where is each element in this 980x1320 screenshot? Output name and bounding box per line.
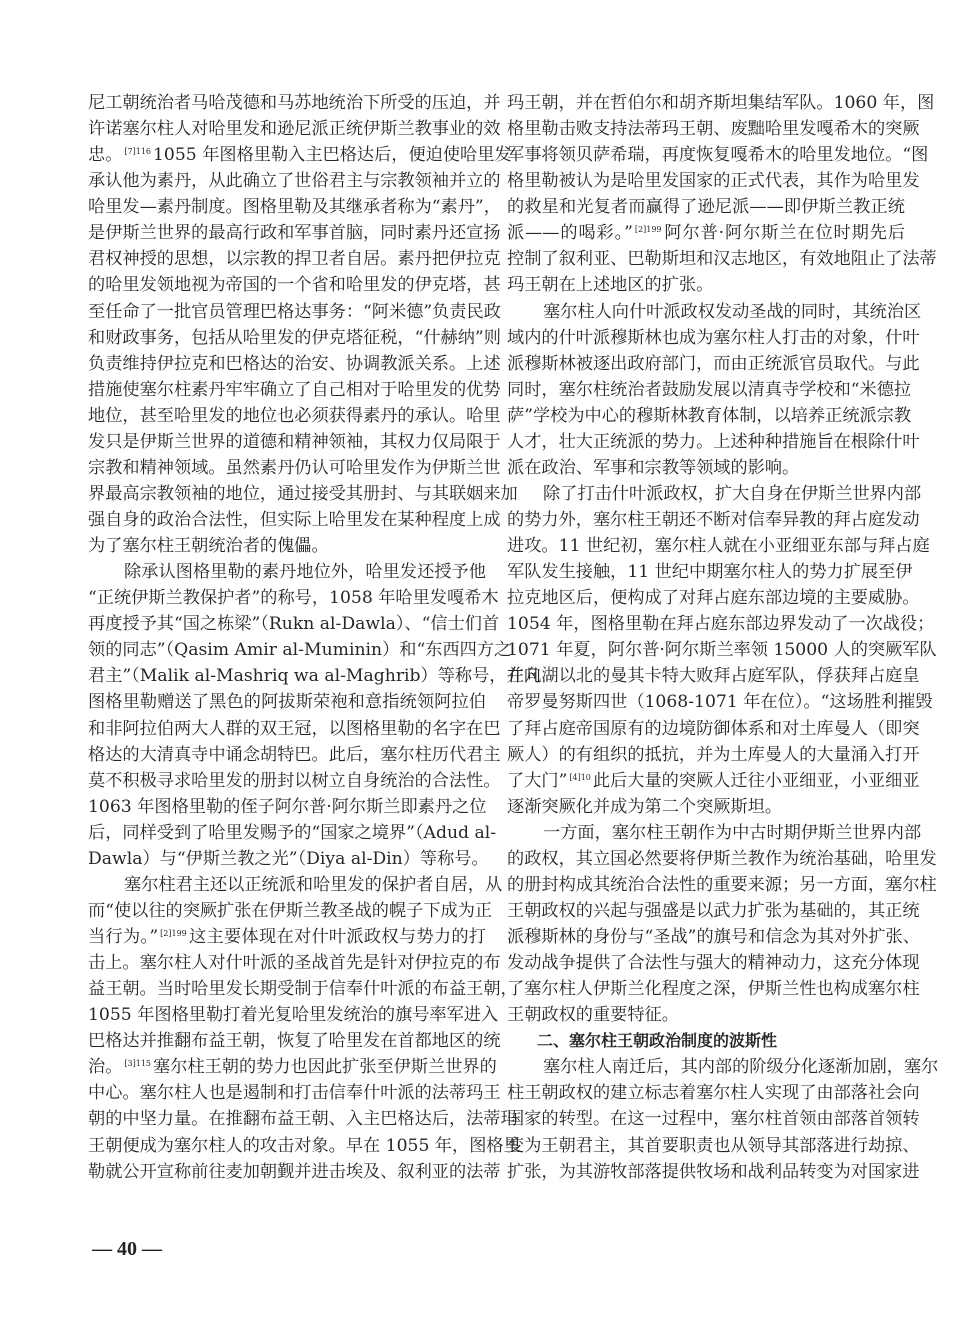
text-line [88,794,486,820]
line-text: 了大门” [507,770,568,791]
text-line [507,377,912,403]
line-text: 图格里勒赠送了黑色的阿拔斯荣袍和意指统领阿拉伯 [88,692,486,713]
line-text: 格里勒被认为是哈里发国家的正式代表，其作为哈里发 [507,171,920,192]
text-line [88,846,489,872]
line-text: 在凡湖以北的曼其卡特大败拜占庭军队，俘获拜占庭皇 [507,666,920,687]
text-line [507,246,937,272]
text-line [507,820,922,846]
text-line [88,142,512,168]
line-text: 王朝政权的重要特征。 [507,1005,679,1026]
line-text: 后，同样受到了哈里发赐予的“国家之境界”（Adud al- [88,822,497,843]
text-line [88,299,501,325]
line-text: 发动战争提供了合法性与强大的精神动力，这充分体现 [507,953,920,974]
text-line [88,1080,501,1106]
line-text: 王朝便成为塞尔柱人的攻击对象。早在 1055 年，图格里 [88,1135,521,1156]
text-line [507,898,920,924]
line-text: 了拜占庭帝国原有的边境防御体系和对土库曼人（即突 [507,718,920,739]
text-line [88,90,501,116]
text-line [507,533,930,559]
text-line [507,663,920,689]
line-text: 的哈里发领地视为帝国的一个省和哈里发的伊克塔，甚 [88,275,501,296]
text-line [507,950,920,976]
line-text: 君主”（Malik al-Mashriq wa al-Maghrib）等称号，并向 [88,666,541,687]
line-text: 承认他为素丹，从此确立了世俗君主与宗教领袖并立的 [88,171,501,192]
line-text: 军队发生接触，11 世纪中期塞尔柱人的势力扩展至伊 [507,562,913,583]
line-text: 塞尔柱君主还以正统派和哈里发的保护者自居，从 [124,874,503,895]
line-text: 益王朝。当时哈里发长期受制于信奉什叶派的布益王朝， [88,979,518,1000]
text-line [88,507,501,533]
line-text: 派在政治、军事和宗教等领域的影响。 [507,457,800,478]
text-line [507,559,913,585]
citation-superscript: [2]199 [634,225,662,235]
line-text: 再度授予其“国之栋梁”（Rukn al-Dawla）、“信士们首 [88,614,500,635]
line-text: 域内的什叶派穆斯林也成为塞尔柱人打击的对象，什叶 [507,327,920,348]
text-line [88,585,499,611]
section-heading [507,1028,905,1054]
text-line [88,950,501,976]
line-text: 派——的喝彩。” [507,223,633,244]
text-line [88,924,486,950]
page-number: — 40 — [92,1238,162,1260]
text-line [88,377,501,403]
line-text: 逐渐突厥化并成为第二个突厥斯坦。 [507,796,783,817]
line-text: 君权神授的思想，以宗教的捍卫者自居。素丹把伊拉克 [88,249,501,270]
text-line [88,1159,501,1185]
text-line [507,90,935,116]
text-line [507,716,920,742]
citation-superscript: [3]115 [124,1059,151,1069]
line-text: 莫不积极寻求哈里发的册封以树立自身统治的合法性。 [88,770,501,791]
text-line [507,351,920,377]
text-line [507,585,920,611]
line-text: 而“使以往的突厥扩张在伊斯兰教圣战的幌子下成为正 [88,900,493,921]
line-text: 此后大量的突厥人迁往小亚细亚，小亚细亚 [592,770,920,791]
text-line [507,1159,920,1185]
line-text: 格达的大清真寺中诵念胡特巴。此后，塞尔柱历代君主 [88,744,501,765]
line-text: 界最高宗教领袖的地位，通过接受其册封、与其联姻来加 [88,483,518,504]
text-line [88,1133,521,1159]
text-line [88,220,501,246]
citation-superscript: [2]199 [160,929,187,938]
text-line [507,272,905,298]
text-line [88,481,518,507]
line-text: 宗教和精神领域。虽然素丹仍认可哈里发作为伊斯兰世 [88,457,501,478]
text-line [88,351,501,377]
text-line [88,768,501,794]
line-text: 二、塞尔柱王朝政治制度的波斯性 [537,1031,778,1051]
text-line [88,689,486,715]
text-line [507,142,929,168]
line-text: 王朝政权的兴起与强盛是以武力扩张为基础的，其正统 [507,900,920,921]
line-text: 领的同志”（Qasim Amir al-Muminin）和“东西四方之 [88,640,512,661]
text-line [507,872,937,898]
text-line [88,533,486,559]
text-line [507,637,937,663]
text-line [507,455,905,481]
right-text-column [507,90,939,1185]
line-text: 一方面，塞尔柱王朝作为中古时期伊斯兰世界内部 [543,822,922,843]
line-text: 塞尔柱人南迁后，其内部的阶级分化逐渐加剧，塞尔 [543,1057,939,1078]
text-line [88,429,501,455]
line-text: 了塞尔柱人伊斯兰化程度之深，伊斯兰性也构成塞尔柱 [507,979,920,1000]
text-line [507,1106,920,1132]
line-text: 负责维持伊拉克和巴格达的治安、协调教派关系。上述 [88,353,501,374]
line-text: 玛王朝在上述地区的扩张。 [507,275,714,296]
text-line [88,325,501,351]
line-text: “正统伊斯兰教保护者”的称号，1058 年哈里发嘎希木 [88,588,499,609]
line-text: 拉克地区后，便构成了对拜占庭东部边境的主要威胁。 [507,588,920,609]
line-text: 玛王朝，并在哲伯尔和胡齐斯坦集结军队。1060 年，图 [507,93,935,113]
line-text: 地位，甚至哈里发的地位也必须获得素丹的承认。哈里 [88,405,501,426]
line-text: 厥人）的有组织的抵抗，并为土库曼人的大量涌入打开 [507,744,920,765]
line-text: 当行为。” [88,927,159,947]
text-line [507,299,922,325]
line-text: 控制了叙利亚、巴勒斯坦和汉志地区，有效地阻止了法蒂 [507,249,937,270]
line-text: 为了塞尔柱王朝统治者的傀儡。 [88,536,329,557]
line-text: 击上。塞尔柱人对什叶派的圣战首先是针对伊拉克的布 [88,953,501,974]
text-line [88,637,512,663]
text-line [88,559,486,585]
text-line [507,325,920,351]
text-line [88,194,501,220]
line-text: 治。 [88,1057,123,1078]
line-text: 1055 年图格里勒入主巴格达后，便迫使哈里发 [153,145,512,166]
line-text: 除承认图格里勒的素丹地位外，哈里发还授予他 [124,562,486,583]
line-text: 阿尔普·阿尔斯兰在位时期先后 [663,223,906,244]
line-text: 1063 年图格里勒的侄子阿尔普·阿尔斯兰即素丹之位 [88,796,487,817]
text-line [507,481,922,507]
line-text: 派穆斯林的身份与“圣战”的旗号和信念为其对外扩张、 [507,927,920,947]
text-line [88,820,497,846]
line-text: 这主要体现在对什叶派政权与势力的打 [188,927,486,947]
line-text: 至任命了一批官员管理巴格达事务：“阿米德”负责民政 [88,301,501,322]
line-text: 发只是伊斯兰世界的道德和精神领袖，其权力仅局限于 [88,431,501,452]
line-text: 萨”学校为中心的穆斯林教育体制，以培养正统派宗教 [507,405,912,426]
line-text: 强自身的政治合法性，但实际上哈里发在某种程度上成 [88,510,501,530]
line-text: Dawla）与“伊斯兰教之光”（Diya al-Din）等称号。 [88,848,489,869]
text-line [507,794,905,820]
text-line [507,768,920,794]
text-line [88,246,501,272]
line-text: 巴格达并推翻布益王朝，恢复了哈里发在首都地区的统 [88,1031,501,1052]
line-text: 派穆斯林被逐出政府部门，而由正统派官员取代。与此 [507,353,920,374]
text-line [88,272,501,298]
text-line [507,403,912,429]
text-line [88,742,501,768]
line-text: 同时，塞尔柱统治者鼓励发展以清真寺学校和“米德拉 [507,379,912,400]
line-text: 尼工朝统治者马哈茂德和马苏地统治下所受的压迫，并 [88,93,501,113]
text-line [88,168,501,194]
line-text: 柱王朝政权的建立标志着塞尔柱人实现了由部落社会向 [507,1083,920,1104]
text-line [507,976,920,1002]
text-line [507,611,935,637]
text-line [507,742,920,768]
line-text: 哈里发—素丹制度。图格里勒及其继承者称为“素丹”， [88,197,501,218]
text-line [507,220,905,246]
text-line [88,1054,497,1080]
text-line [88,116,501,142]
line-text: 军事将领贝萨希瑞，再度恢复嘎希木的哈里发地位。“图 [507,145,929,166]
line-text: 勒就公开宣称前往麦加朝觐并进击埃及、叙利亚的法蒂 [88,1161,501,1182]
text-line [88,1028,501,1054]
line-text: 的救星和光复者而赢得了逊尼派——即伊斯兰教正统 [507,197,905,218]
line-text: 中心。塞尔柱人也是遏制和打击信奉什叶派的法蒂玛王 [88,1083,501,1104]
text-line [88,1106,518,1132]
text-line [88,898,493,924]
line-text: 许诺塞尔柱人对哈里发和逊尼派正统伊斯兰教事业的效 [88,119,501,140]
line-text: 的势力外，塞尔柱王朝还不断对信奉异教的拜占庭发动 [507,510,920,530]
text-line [507,168,920,194]
text-line [507,1054,939,1080]
line-text: 朝的中坚力量。在推翻布益王朝、入主巴格达后，法蒂玛 [88,1109,518,1130]
text-line [88,455,501,481]
citation-superscript: [4]10 [569,772,591,782]
citation-superscript: [7]116 [124,147,151,157]
text-line [88,403,501,429]
line-text: 的册封构成其统治合法性的重要来源；另一方面，塞尔柱 [507,874,937,895]
line-text: 变为王朝君主，其首要职责也从领导其部落进行劫掠、 [507,1135,920,1156]
text-line [88,872,503,898]
line-text: 措施使塞尔柱素丹牢牢确立了自己相对于哈里发的优势 [88,379,501,400]
line-text: 塞尔柱王朝的势力也因此扩张至伊斯兰世界的 [153,1057,497,1078]
line-text: 和财政事务，包括从哈里发的伊克塔征税，“什赫纳”则 [88,327,501,348]
line-text: 和非阿拉伯两大人群的双王冠，以图格里勒的名字在巴 [88,718,501,739]
text-line [507,924,920,950]
line-text: 格里勒击败支持法蒂玛王朝、废黜哈里发嘎希木的突厥 [507,119,920,140]
text-line [507,1133,920,1159]
line-text: 除了打击什叶派政权，扩大自身在伊斯兰世界内部 [543,483,922,504]
line-text: 是伊斯兰世界的最高行政和军事首脑，同时素丹还宣扬 [88,223,501,244]
line-text: 1071 年夏，阿尔普·阿尔斯兰率领 15000 人的突厥军队 [507,640,937,661]
text-line [507,1080,920,1106]
line-text: 的政权，其立国必然要将伊斯兰教作为统治基础，哈里发 [507,848,937,869]
text-line [507,507,920,533]
line-text: 帝罗曼努斯四世（1068-1071 年在位）。“这场胜利摧毁 [507,692,933,713]
text-line [507,1002,905,1028]
text-line [507,116,920,142]
line-text: 1055 年图格里勒打着光复哈里发统治的旗号率军进入 [88,1005,499,1026]
text-line [88,611,500,637]
line-text: 进攻。11 世纪初，塞尔柱人就在小亚细亚东部与拜占庭 [507,536,930,557]
text-line [507,429,920,455]
text-line [507,846,937,872]
text-line [88,976,518,1002]
line-text: 扩张，为其游牧部落提供牧场和战利品转变为对国家进 [507,1161,920,1182]
text-line [88,716,501,742]
text-line [507,689,933,715]
text-line [507,194,905,220]
line-text: 国家的转型。在这一过程中，塞尔柱首领由部落首领转 [507,1109,920,1130]
line-text: 塞尔柱人向什叶派政权发动圣战的同时，其统治区 [543,301,922,322]
text-line [88,663,541,689]
line-text: 1054 年，图格里勒在拜占庭东部边界发动了一次战役； [507,614,935,635]
line-text: 人才，壮大正统派的势力。上述种种措施旨在根除什叶 [507,431,920,452]
text-line [88,1002,499,1028]
line-text: 忠。 [88,145,123,166]
